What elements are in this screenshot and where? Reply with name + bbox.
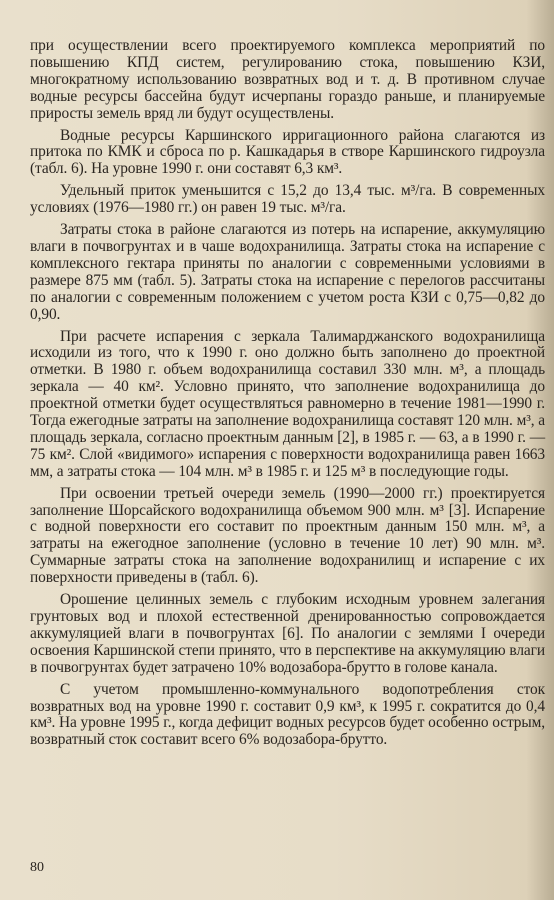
paragraph-4: Затраты стока в районе слагаются из потерь на испарение, аккумуляцию влаги в почвогрунтах и в чаше водохранилища. Затраты стока на испарение с комплексного гектара приняты по аналогии с современными условиями в размере 875 мм (табл. 5). Затраты стока на испарение с перелогов рассчитаны по аналогии с современным положением с учетом роста КЗИ с 0,75—0,82 до 0,90. (30, 221, 545, 323)
paragraph-8: С учетом промышленно-коммунального водопотребления сток возвратных вод на уровне 1990 г. составит 0,9 км³, к 1995 г. сократится до 0,4 км³. На уровне 1995 г., когда дефицит водных ресурсов будет особенно острым, возвратный сток составит всего 6% водозабора-брутто. (30, 680, 545, 749)
paragraph-5: При расчете испарения с зеркала Талимарджанского водохранилища исходили из того, что к 1990 г. оно должно быть заполнено до проектной отметки. В 1980 г. объем водохранилища составил 330 млн. м³, а площадь зеркала — 40 км². Условно принято, что заполнение водохранилища до проектной отметки будет осуществляться равномерно в течение 1981—1990 г. Тогда ежегодные затраты на заполнение водохранилища составят 120 млн. м³, а площадь зеркала, согласно проектным данным [2], в 1985 г. — 63, а в 1990 г. — 75 км². Слой «видимого» испарения с поверхности водохранилища равен 1663 мм, а затраты стока — 104 млн. м³ в 1985 г. и 125 м³ в последующие годы. (30, 327, 545, 480)
paragraph-7: Орошение целинных земель с глубоким исходным уровнем залегания грунтовых вод и плохой естественной дренированностью сопровождается аккумуляцией влаги в почвогрунтах [6]. По аналогии с землями I очереди освоения Каршинской степи принято, что в перспективе на аккумуляцию влаги в почвогрунтах будет затрачено 10% водозабора-брутто в голове канала. (30, 591, 545, 676)
paragraph-6: При освоении третьей очереди земель (1990—2000 гг.) проектируется заполнение Шорсайского водохранилища объемом 900 млн. м³ [3]. Испарение с водной поверхности его составит по проектным данным 150 млн. м³, а затраты на ежегодное заполнение (условно в течение 10 лет) 90 млн. м³. Суммарные затраты стока на заполнение водохранилищ и испарение с их поверхности приведены в (табл. 6). (30, 484, 545, 587)
paragraph-3: Удельный приток уменьшится с 15,2 до 13,4 тыс. м³/га. В современных условиях (1976—1980 гг.) он равен 19 тыс. м³/га. (30, 182, 545, 217)
body-text (30, 38, 545, 754)
page-number: 80 (30, 860, 44, 875)
paragraph-2: Водные ресурсы Каршинского ирригационного района слагаются из притока по КМК и сброса по р. Кашкадарья в створе Каршинского гидроузла (табл. 6). На уровне 1990 г. они составят 6,3 км³. (30, 126, 545, 178)
paragraph-1: при осуществлении всего проектируемого комплекса мероприятий по повышению КПД систем, регулированию стока, повышению КЗИ, многократному использованию возвратных вод и т. д. В противном случае водные ресурсы бассейна будут исчерпаны гораздо раньше, и планируемые приросты земель вряд ли будут осуществлены. (30, 37, 545, 122)
